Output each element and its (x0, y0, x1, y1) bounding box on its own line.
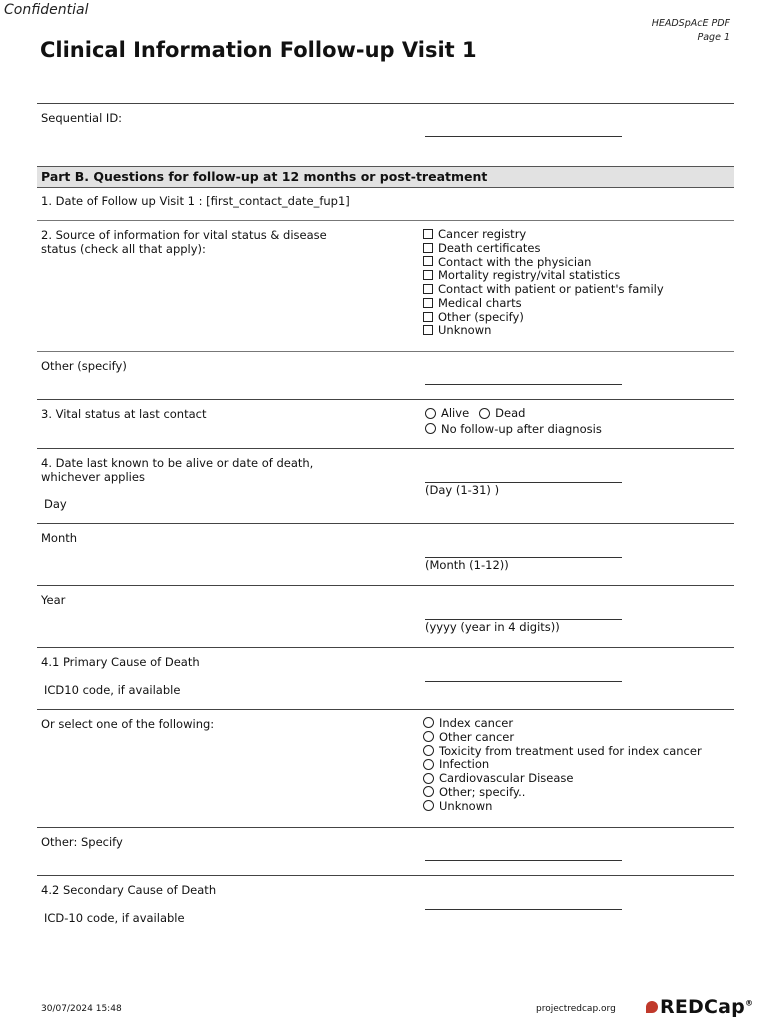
radio[interactable] (423, 745, 434, 756)
year-hint: (yyyy (year in 4 digits)) (425, 620, 560, 634)
icd10-secondary-input[interactable] (425, 909, 622, 910)
page-title: Clinical Information Follow-up Visit 1 (40, 38, 477, 62)
radio[interactable] (423, 717, 434, 728)
page-number: Page 1 (697, 32, 730, 43)
month-hint: (Month (1-12)) (425, 558, 509, 572)
q42-label: 4.2 Secondary Cause of Death (41, 883, 217, 897)
checkbox[interactable] (423, 256, 433, 266)
footer-url[interactable]: projectredcap.org (536, 1004, 616, 1014)
checkbox[interactable] (423, 325, 433, 335)
divider (37, 709, 734, 710)
q3-option-alive[interactable]: Alive (425, 406, 469, 420)
or-select-label: Or select one of the following: (41, 717, 215, 731)
divider (37, 647, 734, 648)
section-title: Part B. Questions for follow-up at 12 months or post-treatment (41, 169, 488, 184)
day-label: Day (44, 497, 67, 511)
q1-label: 1. Date of Follow up Visit 1 : [first_contact_date_fup1] (41, 194, 350, 208)
redcap-logo-icon (646, 1001, 658, 1013)
cause-option[interactable]: Unknown (423, 799, 702, 813)
divider (37, 399, 734, 400)
checkbox[interactable] (423, 298, 433, 308)
divider (37, 448, 734, 449)
q3-option-no-followup[interactable]: No follow-up after diagnosis (425, 422, 602, 436)
q41-label: 4.1 Primary Cause of Death (41, 655, 200, 669)
q2-label: 2. Source of information for vital status & disease status (check all that apply): (41, 228, 327, 256)
divider (37, 585, 734, 586)
other-specify2-input[interactable] (425, 860, 622, 861)
day-hint: (Day (1-31) ) (425, 483, 500, 497)
q2-option[interactable]: Medical charts (423, 296, 664, 310)
q2-checkbox-group (423, 227, 664, 337)
sequential-id-input[interactable] (425, 136, 622, 137)
other-specify-input[interactable] (425, 384, 622, 385)
month-label: Month (41, 531, 78, 545)
year-label: Year (41, 593, 66, 607)
q3-label: 3. Vital status at last contact (41, 407, 207, 421)
q2-option[interactable]: Cancer registry (423, 227, 664, 241)
q3-option-dead[interactable]: Dead (479, 406, 525, 420)
pdf-label: HEADSpAcE PDF (651, 18, 730, 29)
divider (37, 351, 734, 352)
confidential-label: Confidential (4, 2, 89, 18)
q2-option[interactable]: Other (specify) (423, 310, 664, 324)
checkbox[interactable] (423, 229, 433, 239)
divider (37, 827, 734, 828)
q2-option[interactable]: Mortality registry/vital statistics (423, 268, 664, 282)
checkbox[interactable] (423, 243, 433, 253)
q2-option[interactable]: Unknown (423, 324, 664, 338)
other-specify2-label: Other: Specify (41, 835, 123, 849)
divider (37, 103, 734, 104)
cause-option[interactable]: Index cancer (423, 716, 702, 730)
cause-option[interactable]: Toxicity from treatment used for index cancer (423, 744, 702, 758)
cause-option[interactable]: Other; specify.. (423, 785, 702, 799)
divider (37, 875, 734, 876)
radio[interactable] (423, 759, 434, 770)
section-header (37, 166, 734, 188)
checkbox[interactable] (423, 312, 433, 322)
q2-option[interactable]: Contact with the physician (423, 255, 664, 269)
q3-radio-group (425, 406, 705, 437)
radio[interactable] (425, 423, 436, 434)
cause-option[interactable]: Cardiovascular Disease (423, 771, 702, 785)
radio[interactable] (479, 408, 490, 419)
icd10-primary-input[interactable] (425, 681, 622, 682)
sequential-id-label: Sequential ID: (41, 111, 123, 125)
cause-option[interactable]: Infection (423, 757, 702, 771)
radio[interactable] (423, 731, 434, 742)
cause-option[interactable]: Other cancer (423, 730, 702, 744)
redcap-logo-text: REDCap® (660, 996, 754, 1018)
checkbox[interactable] (423, 284, 433, 294)
checkbox[interactable] (423, 270, 433, 280)
icd10-primary-label: ICD10 code, if available (44, 683, 181, 697)
other-specify-label: Other (specify) (41, 359, 127, 373)
radio[interactable] (425, 408, 436, 419)
footer-date: 30/07/2024 15:48 (41, 1004, 122, 1014)
radio[interactable] (423, 773, 434, 784)
divider (37, 523, 734, 524)
radio[interactable] (423, 800, 434, 811)
q2-option[interactable]: Death certificates (423, 241, 664, 255)
cause-radio-group (423, 716, 702, 813)
q2-option[interactable]: Contact with patient or patient's family (423, 282, 664, 296)
divider (37, 220, 734, 221)
radio[interactable] (423, 786, 434, 797)
q4-label: 4. Date last known to be alive or date of death, whichever applies (41, 456, 314, 484)
icd10-secondary-label: ICD-10 code, if available (44, 911, 185, 925)
redcap-logo (646, 996, 753, 1018)
